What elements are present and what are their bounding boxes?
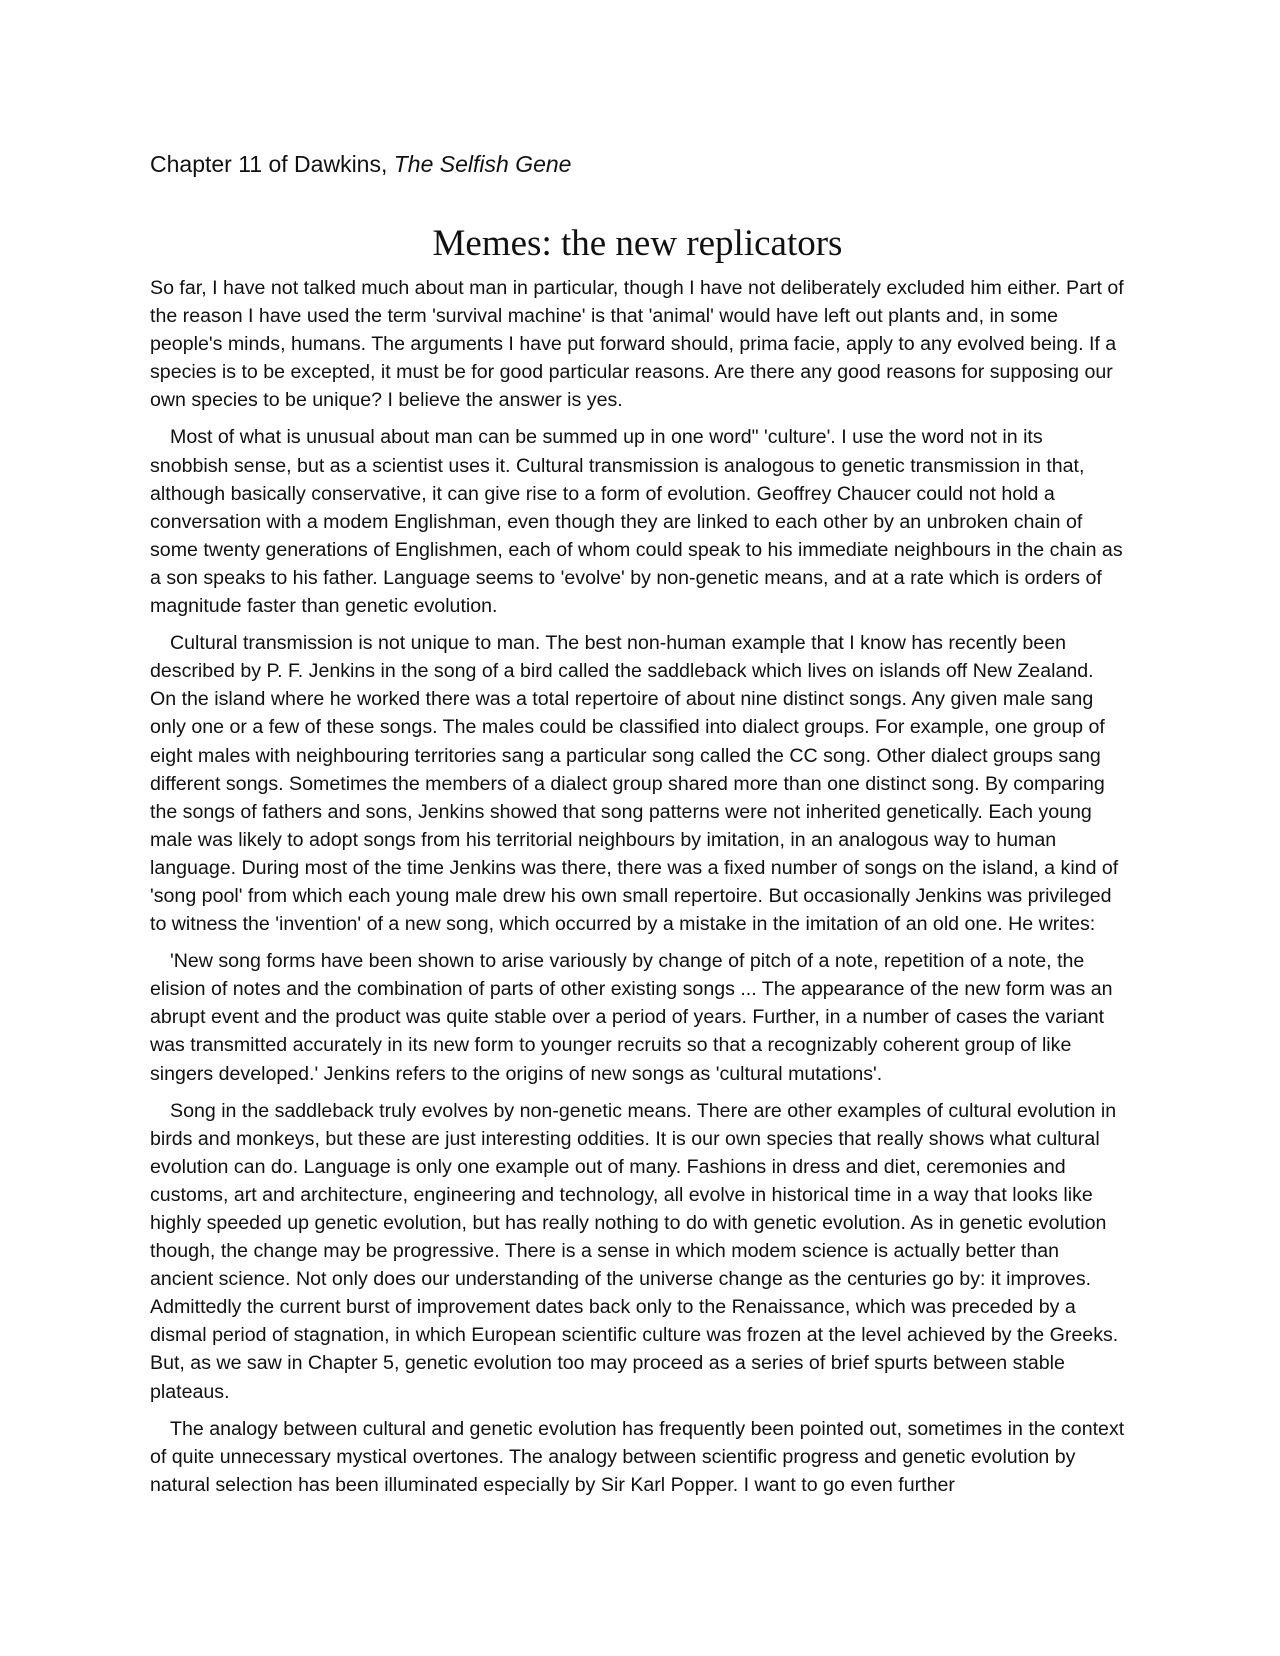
book-title: The Selfish Gene [393,151,572,177]
chapter-prefix: Chapter 11 of Dawkins, [150,151,394,177]
paragraph-1: So far, I have not talked much about man in particular, though I have not deliberately excluded him either. Part of the reason I have used the term 'survival machine' is that 'animal' would have left out plants and, in some people's minds, humans. The arguments I have put forward should, prima facie, apply to any evolved being. If a species is to be excepted, it must be for good particular reasons. Are there any good reasons for supposing our own species to be unique? I believe the answer is yes. [150,277,1124,412]
body-text [150,274,1125,1508]
chapter-heading [150,149,571,179]
paragraph-6: The analogy between cultural and genetic evolution has frequently been pointed out, sometimes in the context of quite unnecessary mystical overtones. The analogy between scientific progress and genetic evolution by natural selection has been illuminated especially by Sir Karl Popper. I want to go even further [150,1417,1125,1496]
paragraph-4-quote: 'New song forms have been shown to arise variously by change of pitch of a note, repetition of a note, the elision of notes and the combination of parts of other existing songs ... The appearance of the new form was an abrupt event and the product was quite stable over a period of years. Further, in a number of cases the variant was transmitted accurately in its new form to younger recruits so that a recognizably coherent group of like singers developed.' Jenkins refers to the origins of new songs as 'cultural mutations'. [150,950,1113,1085]
paragraph-3: Cultural transmission is not unique to man. The best non-human example that I know has recently been described by P. F. Jenkins in the song of a bird called the saddleback which lives on islands off New Zealand. On the island where he worked there was a total repertoire of about nine distinct songs. Any given male sang only one or a few of these songs. The males could be classified into dialect groups. For example, one group of eight males with neighbouring territories sang a particular song called the CC song. Other dialect groups sang different songs. Sometimes the members of a dialect group shared more than one distinct song. By comparing the songs of fathers and sons, Jenkins showed that song patterns were not inherited genetically. Each young male was likely to adopt songs from his territorial neighbours by imitation, in an analogous way to human language. During most of the time Jenkins was there, there was a fixed number of songs on the island, a kind of 'song pool' from which each young male drew his own small repertoire. But occasionally Jenkins was privileged to witness the 'invention' of a new song, which occurred by a mistake in the imitation of an old one. He writes: [150,632,1119,936]
paragraph-2: Most of what is unusual about man can be summed up in one word" 'culture'. I use the word not in its snobbish sense, but as a scientist uses it. Cultural transmission is analogous to genetic transmission in that, although basically conservative, it can give rise to a form of evolution. Geoffrey Chaucer could not hold a conversation with a modem Englishman, even though they are linked to each other by an unbroken chain of some twenty generations of Englishmen, each of whom could speak to his immediate neighbours in the chain as a son speaks to his father. Language seems to 'evolve' by non-genetic means, and at a rate which is orders of magnitude faster than genetic evolution. [150,426,1123,618]
chapter-title: Memes: the new replicators [432,223,843,264]
paragraph-5: Song in the saddleback truly evolves by non-genetic means. There are other examples of cultural evolution in birds and monkeys, but these are just interesting oddities. It is our own species that really shows what cultural evolution can do. Language is only one example out of many. Fashions in dress and diet, ceremonies and customs, art and architecture, engineering and technology, all evolve in historical time in a way that looks like highly speeded up genetic evolution, but has really nothing to do with genetic evolution. As in genetic evolution though, the change may be progressive. There is a sense in which modem science is actually better than ancient science. Not only does our understanding of the universe change as the centuries go by: it improves. Admittedly the current burst of improvement dates back only to the Renaissance, which was preceded by a dismal period of stagnation, in which European scientific culture was frozen at the level achieved by the Greeks. But, as we saw in Chapter 5, genetic evolution too may proceed as a series of brief spurts between stable plateaus. [150,1099,1119,1403]
